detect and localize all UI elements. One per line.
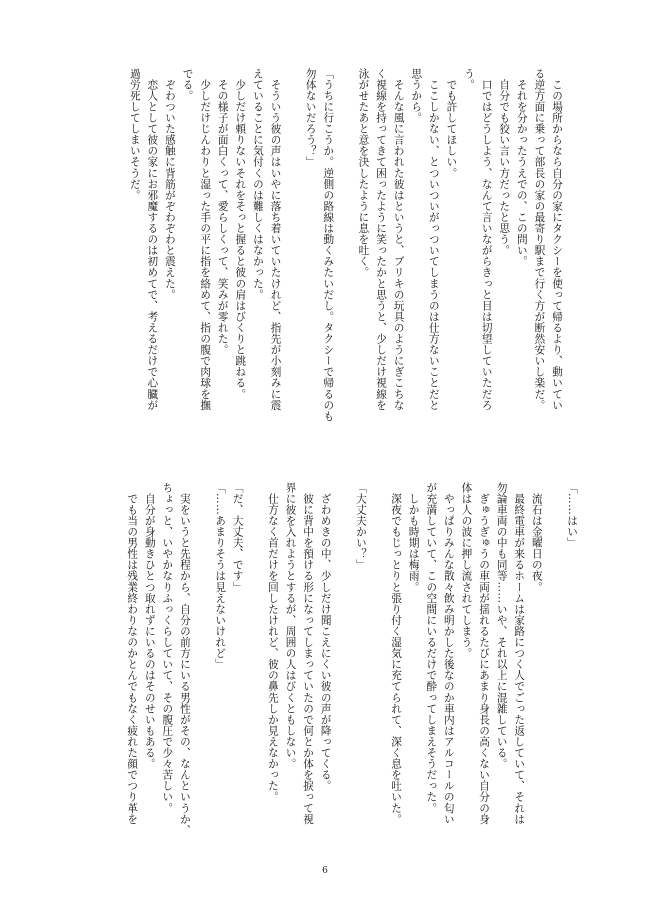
text-line: 最終電車が来るホームは家路につく人でごった返していて、それは — [513, 482, 526, 825]
text-line — [369, 482, 387, 862]
text-line: でも当の男性は残業終わりなのかとんでもなく疲れた顔でつり革を — [126, 482, 139, 825]
text-line: やっぱりみんな散々飲み明かした後なのか車内はアルコールの匂い — [442, 482, 455, 825]
text-line: 自分が身動きひとつ取れずにいるのはそのせいもある。 — [143, 482, 156, 770]
text-line: それを分かったうえでの、この問い。 — [515, 68, 528, 267]
text-line: しかも時期は梅雨。 — [407, 482, 420, 593]
text-line: その様子が面白くって、愛らしくって、笑みが零れた。 — [216, 68, 229, 356]
text-line: 深夜でもじっとりと張り付く湿気に充てられて、深く息を吐いた。 — [390, 482, 403, 825]
text-line: 「だ、大丈夫、です」 — [231, 482, 244, 593]
text-line: ぎゅうぎゅうの車両が揺れるたびにあまり身長の高くない自分の身 — [478, 482, 491, 825]
text-line: 少しだけ頼りないそれをそっと握ると彼の肩はびくりと跳ねる。 — [234, 68, 247, 400]
text-line: えていることに気付くのは難しくはなかった。 — [251, 68, 264, 301]
text-line: 彼に背中を預ける形になってしまっていたので何とか体を捩って視 — [302, 482, 315, 825]
text-line: ぞわついた感触に背筋がぞわぞわと震えた。 — [163, 68, 176, 301]
text-line: ここしかない、とついついがっついてしまうのは仕方ないことだと — [427, 68, 440, 411]
text-line: この場所からなら自分の家にタクシーを使って帰るより、動いてい — [551, 68, 563, 411]
text-line: 過労死してしまいそうだ。 — [128, 68, 141, 201]
text-line: 「大丈夫かい？」 — [354, 482, 367, 571]
text-line — [246, 482, 264, 862]
text-line: 思うから。 — [410, 68, 423, 124]
top-text-block — [65, 68, 565, 458]
text-line: 「うちに行こうか。逆側の路線は動くみたいだし。タクシーで帰るのも — [322, 68, 335, 422]
text-line: 「……はい」 — [566, 482, 578, 549]
text-line: でる。 — [181, 68, 194, 102]
text-line: そういう彼の声はいやに落ち着いていたけれど、指先が小刻みに震 — [269, 68, 282, 411]
text-line: 「……あまりそうは見えないけれど」 — [214, 482, 227, 670]
text-line: 勿体ないだろう？」 — [304, 68, 317, 168]
bottom-text-block — [60, 482, 580, 862]
text-line — [545, 482, 563, 862]
text-line: 流石は金曜日の夜。 — [530, 482, 543, 593]
page-number: 6 — [322, 866, 328, 876]
text-line — [284, 68, 302, 458]
text-line — [193, 482, 211, 862]
text-line: く視線を持ってきて困ったように笑ったかと思うと、少しだけ視線を — [375, 68, 388, 411]
text-line: 界に彼を入れようとするが、周囲の人はびくともしない。 — [284, 482, 297, 770]
text-line: 体は人の波に押し流されてしまう。 — [460, 482, 473, 659]
text-line: る逆方面に乗って部長の家の最寄り駅まで行く方が断然安いし楽だ。 — [533, 68, 546, 411]
text-line — [336, 68, 354, 458]
text-line: ちょっと、いやかなりふっくらしていて、その腹圧で少々苦しい。 — [161, 482, 174, 814]
text-line: 泳がせたあと意を決したように息を吐く。 — [357, 68, 370, 278]
text-line — [334, 482, 352, 862]
text-line: 実をいうと先程から、自分の前方にいる男性がその、なんというか、 — [178, 482, 191, 836]
text-line: 仕方なく首だけを回したけれど、彼の鼻先しか見えなかった。 — [266, 482, 279, 803]
text-line: 恋人として彼の家にお邪魔するのは初めてで、考えるだけで心臓が — [146, 68, 159, 411]
text-line: ざわめきの中、少しだけ聞こえにくい彼の声が降ってくる。 — [319, 482, 332, 792]
text-line: が充満していて、この空間にいるだけで酔ってしまえそうだった。 — [425, 482, 438, 814]
text-line: でも許してほしい。 — [445, 68, 458, 179]
text-line: そんな風に言われた彼はというと、ブリキの玩具のようにぎこちな — [392, 68, 405, 411]
text-line: 自分でも狡い言い方だったと思う。 — [498, 68, 511, 256]
text-line: う。 — [463, 68, 476, 91]
text-line: 口ではどうしよう、なんて言いながらきっと目は切望していただろ — [480, 68, 493, 411]
text-line: 勿論車両の中も同等……いや、それ以上に混雑している。 — [495, 482, 508, 770]
text-line: 少しだけじんわりと湿った手の平に指を絡めて、指の腹で肉球を撫 — [199, 68, 212, 411]
